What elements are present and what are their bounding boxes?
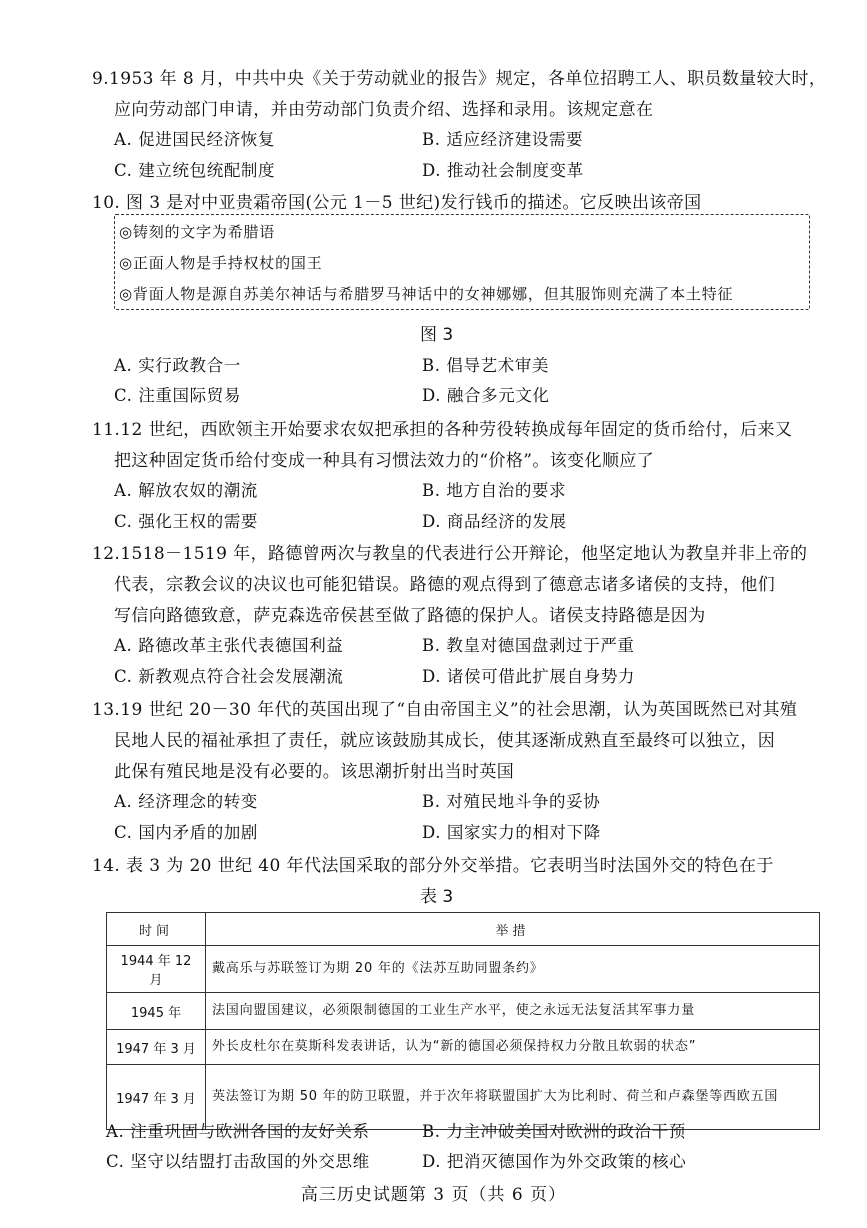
question-9-option-d: D. 推动社会制度变革 — [422, 161, 584, 180]
question-12-option-d: D. 诸侯可借此扩展自身势力 — [422, 667, 636, 686]
question-13-option-a: A. 经济理念的转变 — [114, 792, 258, 811]
table-cell-time: 1944 年 12 月 — [107, 946, 206, 993]
figure-3-item-2: ◎正面人物是手持权杖的国王 — [119, 254, 323, 272]
question-12-stem-line-3: 写信向路德致意，萨克森选帝侯甚至做了路德的保护人。诸侯支持路德是因为 — [114, 606, 706, 626]
table-cell-measure: 外长皮杜尔在莫斯科发表讲话，认为“新的德国必须保持权力分散且软弱的状态” — [206, 1030, 820, 1065]
question-9-option-b: B. 适应经济建设需要 — [422, 130, 584, 149]
question-11-stem-line-1: 11.12 世纪，西欧领主开始要求农奴把承担的各种劳役转换成每年固定的货币给付，后来又 — [92, 420, 793, 440]
table-cell-time: 1945 年 — [107, 993, 206, 1030]
table-header-measure: 举措 — [206, 913, 820, 946]
question-12-option-a: A. 路德改革主张代表德国利益 — [114, 636, 344, 655]
figure-3-item-1: ◎铸刻的文字为希腊语 — [119, 223, 276, 241]
table-header-time: 时间 — [107, 913, 206, 946]
question-11-option-d: D. 商品经济的发展 — [422, 512, 567, 531]
question-11-stem-line-2: 把这种固定货币给付变成一种具有习惯法效力的“价格”。该变化顺应了 — [114, 451, 655, 471]
figure-3-caption: 图 3 — [420, 325, 454, 345]
question-9-stem-line-2: 应向劳动部门申请，并由劳动部门负责介绍、选择和录用。该规定意在 — [114, 100, 654, 120]
table-3 — [106, 912, 820, 1130]
question-10-option-c: C. 注重国际贸易 — [114, 386, 241, 405]
table-cell-time: 1947 年 3 月 — [107, 1030, 206, 1065]
question-10-option-d: D. 融合多元文化 — [422, 386, 550, 405]
question-10-option-a: A. 实行政教合一 — [114, 356, 241, 375]
question-14-option-c: C. 坚守以结盟打击敌国的外交思维 — [106, 1152, 370, 1171]
question-9-option-c: C. 建立统包统配制度 — [114, 161, 276, 180]
question-12-option-b: B. 教皇对德国盘剥过于严重 — [422, 636, 635, 655]
table-cell-measure: 戴高乐与苏联签订为期 20 年的《法苏互助同盟条约》 — [206, 946, 820, 993]
table-row — [107, 1030, 820, 1065]
table-cell-measure: 英法签订为期 50 年的防卫联盟，并于次年将联盟国扩大为比利时、荷兰和卢森堡等西欧五国 — [206, 1065, 820, 1130]
table-cell-time: 1947 年 3 月 — [107, 1065, 206, 1130]
question-14-option-a: A. 注重巩固与欧洲各国的友好关系 — [106, 1122, 370, 1141]
question-13-stem-line-1: 13.19 世纪 20－30 年代的英国出现了“自由帝国主义”的社会思潮，认为英国既然已对其殖 — [92, 700, 798, 720]
question-9-stem-line-1: 9.1953 年 8 月，中共中央《关于劳动就业的报告》规定，各单位招聘工人、职员数量较大时， — [92, 69, 827, 89]
figure-3-box — [114, 214, 810, 310]
table-row — [107, 993, 820, 1030]
question-13-option-c: C. 国内矛盾的加剧 — [114, 823, 259, 842]
question-9-option-a: A. 促进国民经济恢复 — [114, 130, 276, 149]
question-12-stem-line-1: 12.1518－1519 年，路德曾两次与教皇的代表进行公开辩论，他坚定地认为教皇并非上帝的 — [92, 544, 808, 564]
table-3-caption: 表 3 — [420, 887, 454, 907]
question-12-option-c: C. 新教观点符合社会发展潮流 — [114, 667, 344, 686]
page-footer: 高三历史试题第 3 页（共 6 页） — [300, 1185, 567, 1205]
question-11-option-a: A. 解放农奴的潮流 — [114, 481, 258, 500]
question-11-option-b: B. 地方自治的要求 — [422, 481, 567, 500]
question-12-stem-line-2: 代表，宗教会议的决议也可能犯错误。路德的观点得到了德意志诸多诸侯的支持，他们 — [114, 575, 776, 595]
table-header-row — [107, 913, 820, 946]
question-13-option-b: B. 对殖民地斗争的妥协 — [422, 792, 601, 811]
question-13-stem-line-2: 民地人民的福祉承担了责任，就应该鼓励其成长，使其逐渐成熟直至最终可以独立，因 — [114, 731, 776, 751]
question-10-option-b: B. 倡导艺术审美 — [422, 356, 550, 375]
question-11-option-c: C. 强化王权的需要 — [114, 512, 259, 531]
question-14-stem-line-1: 14. 表 3 为 20 世纪 40 年代法国采取的部分外交举措。它表明当时法国外交的特色在于 — [92, 856, 774, 876]
question-14-option-b: B. 力主冲破美国对欧洲的政治干预 — [422, 1122, 686, 1141]
table-cell-measure: 法国向盟国建议，必须限制德国的工业生产水平，使之永远无法复活其军事力量 — [206, 993, 820, 1030]
question-14-option-d: D. 把消灭德国作为外交政策的核心 — [422, 1152, 687, 1171]
question-13-stem-line-3: 此保有殖民地是没有必要的。该思潮折射出当时英国 — [114, 762, 515, 782]
table-row — [107, 946, 820, 993]
figure-3-item-3: ◎背面人物是源自苏美尔神话与希腊罗马神话中的女神娜娜，但其服饰则充满了本土特征 — [119, 285, 734, 303]
question-13-option-d: D. 国家实力的相对下降 — [422, 823, 601, 842]
question-10-stem-line-1: 10. 图 3 是对中亚贵霜帝国(公元 1－5 世纪)发行钱币的描述。它反映出该帝国 — [92, 193, 702, 213]
